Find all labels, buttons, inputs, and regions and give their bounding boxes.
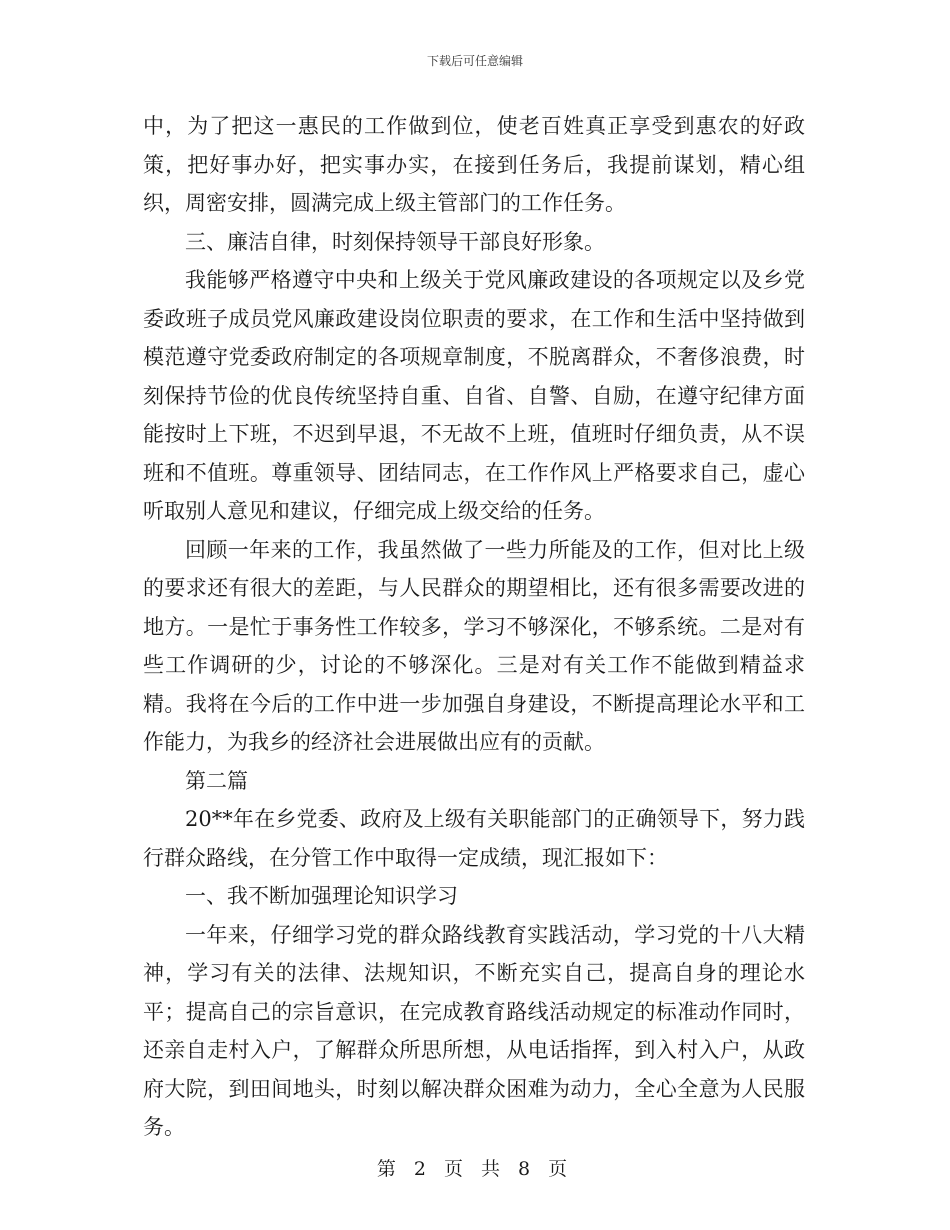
- paragraph-continuation: 中，为了把这一惠民的工作做到位，使老百姓真正享受到惠农的好政策，把好事办好，把实事办实，在接到任务后，我提前谋划，精心组织，周密安排，圆满完成上级主管部门的工作任务。: [143, 114, 805, 215]
- part-heading: 第二篇: [185, 768, 248, 793]
- section-heading-3: 三、廉洁自律，时刻保持领导干部良好形象。: [185, 229, 605, 254]
- paragraph-integrity: 我能够严格遵守中央和上级关于党风廉政建设的各项规定以及乡党委政班子成员党风廉政建设岗位职责的要求，在工作和生活中坚持做到模范遵守党委政府制定的各项规章制度，不脱离群众，不奢侈浪费，时刻保持节俭的优良传统坚持自重、自省、自警、自励，在遵守纪律方面能按时上下班，不迟到早退，不无故不上班，值班时仔细负责，从不误班和不值班。尊重领导、团结同志，在工作作风上严格要求自己，虚心听取别人意见和建议，仔细完成上级交给的任务。: [143, 268, 805, 523]
- paragraph-study: 一年来，仔细学习党的群众路线教育实践活动，学习党的十八大精神，学习有关的法律、法规知识，不断充实自己，提高自身的理论水平；提高自己的宗旨意识，在完成教育路线活动规定的标准动作同时，还亲自走村入户，了解群众所思所想，从电话指挥，到入村入户，从政府大院，到田间地头，时刻以解决群众困难为动力，全心全意为人民服务。: [143, 922, 805, 1139]
- paragraph-intro: 20**年在乡党委、政府及上级有关职能部门的正确领导下，努力践行群众路线，在分管工作中取得一定成绩，现汇报如下：: [143, 807, 805, 870]
- page-number: 第 2 页 共 8 页: [376, 1158, 574, 1180]
- page-header: 下载后可任意编辑: [426, 54, 523, 68]
- document-body: [143, 107, 805, 1147]
- section-heading-1: 一、我不断加强理论知识学习: [185, 884, 458, 908]
- paragraph-review: 回顾一年来的工作，我虽然做了一些力所能及的工作，但对比上级的要求还有很大的差距，与人民群众的期望相比，还有很多需要改进的地方。一是忙于事务性工作较多，学习不够深化，不够系统。二是对有些工作调研的少，讨论的不够深化。三是对有关工作不能做到精益求精。我将在今后的工作中进一步加强自身建设，不断提高理论水平和工作能力，为我乡的经济社会进展做出应有的贡献。: [143, 537, 805, 754]
